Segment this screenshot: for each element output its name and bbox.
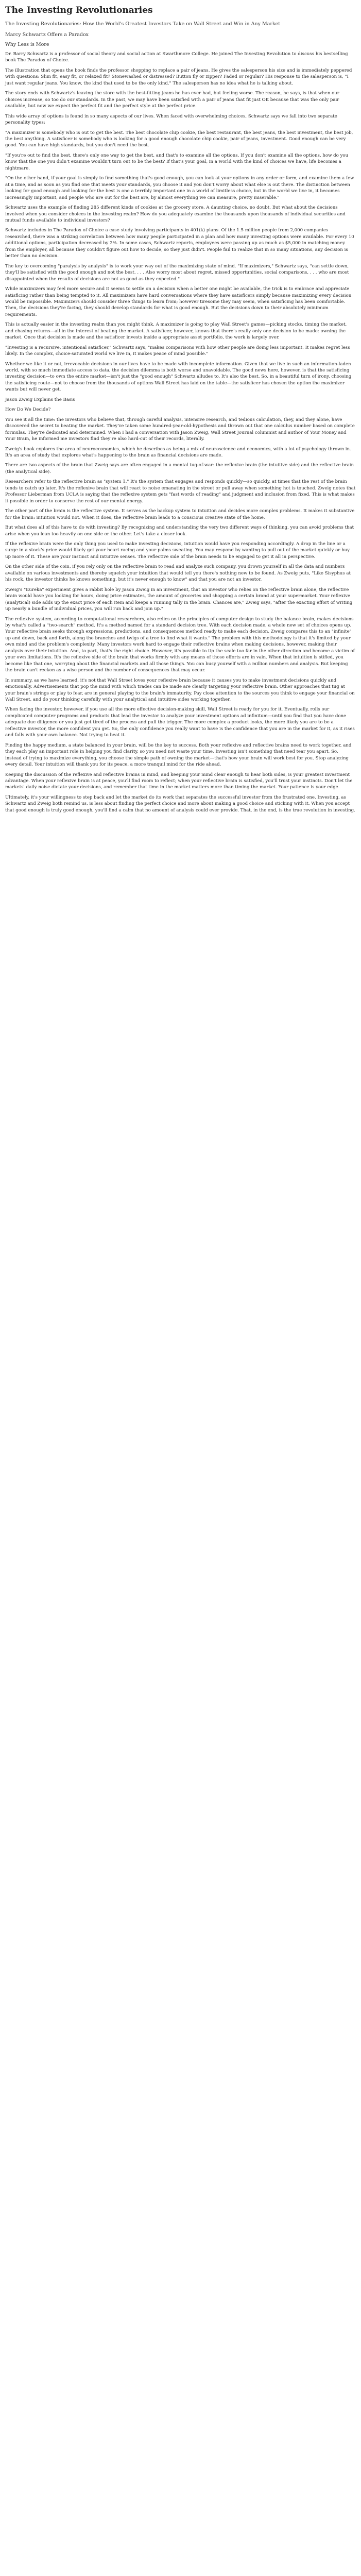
article-paragraph: The illustration that opens the book finds the professor shopping to replace a pair of jeans. He gives the salesperson his size and is immediately peppered with questions: Slim fit, easy fit, or relaxed fit? Stonewashed or distressed? Button fly or zipper? Faded or regular? His response to the salesperson is, "I just want regular jeans. You know, the kind that used to be the only kind." The salesperson has no idea what he is talking about.	[5, 67, 352, 86]
article-paragraph: "If you're out to find the best, there's only one way to get the best, and that's to examine all the options. If you don't examine all the options, how do you know that the one you didn't examine wouldn't turn out to be the best? If that's your goal, in a world with the kind of choices we have, life becomes a nightmare.	[5, 152, 349, 171]
article-paragraph: When facing the investor, however, if you use all the more effective decision-making skill, Wall Street is ready for you for it. Eventually, rolls our complicated computer programs and products that lead the investor to analyze your investment options ad infinitum—until you find that you have done adequate due diligence or you just get tired of the process and pull the trigger. The more complex a product looks, the more likely you are to be a reflective investor, the more confident you get. So, the only confidence you really want to have is the confidence that you are in the market for it, as it rises and falls with your own balance. Not trying to beat it.	[5, 707, 355, 738]
article-body	[5, 51, 356, 814]
article-paragraph: Keeping the discussion of the reflexive and reflective brains in mind, and keeping your mind clear enough to hear both sides, is your greatest investment advantage. When your reflexive brain is at peace, you'll find room to reflect; when your reflective brain is satisfied, you'll trust your instincts. Don't let the markets' daily noise dictate your decisions, and remember that time in the market matters more than timing the market. Your patience is your edge.	[5, 772, 353, 790]
article-paragraph: Schwartz uses the example of finding 285 different kinds of cookies at the grocery store. A daunting choice, no doubt. But what about the decisions involved when you consider choices in the investing realm? How do you adequately examine the thousands upon thousands of individual securities and mutual funds available to individual investors?	[5, 205, 346, 223]
article-tagline: Why Less is More	[5, 42, 49, 47]
article-title: The Investing Revolutionaries	[5, 5, 153, 15]
article-paragraph: "On the other hand, if your goal is simply to find something that's good enough, you can look at your options in any order or form, and examine them a few at a time, and as soon as you find one that meets your standards, you choose it and you don't worry about what else is out there. The distinction between looking for good enough and looking for the best is one a terribly important one in a world of limitless choice, but in the world we live in, it becomes increasingly important, and people who are out for the best are, by almost everything we can measure, pretty miserable."	[5, 176, 354, 200]
article-author: Marcy Schwartz Offers a Paradox	[5, 32, 89, 38]
article-paragraph: "Investing is a recursive, intentional satisficer," Schwartz says, "makes comparisons with how other people are doing less important. It makes regret less likely. In the complex, choice-saturated world we live in, it makes peace of mind possible."	[5, 345, 350, 357]
article-paragraph: How Do We Decide?	[5, 407, 51, 413]
article-paragraph: Schwartz includes in The Paradox of Choice a case study involving participants in 401(k) plans. Of the 1.5 million people from 2,000 companies researched, there was a striking correlation between how many people participated in a plan and how many investing options were available. For every 10 additional options, participation decreased by 2%. In some cases, Schwartz reports, employees were passing up as much as $5,000 in matching money from the employer, all because they couldn't figure out how to decide, so they just didn't. People fail to realize that in so many situations, any decision is better than no decision.	[5, 228, 354, 259]
article-paragraph: There are two aspects of the brain that Zweig says are often engaged in a mental tug-of-war: the reflexive brain (the intuitive side) and the reflective brain (the analytical side).	[5, 463, 354, 474]
article-paragraph: Whether we like it or not, irrevocable decisions in our lives have to be made with incomplete information. Given that we live in such an information-laden world, with so much immediate access to data, the decision dilemma is both worse and unavoidable. The good news here, however, is that the satisficing investing decision—to own the entire market—isn't just the "good enough" Schwartz alludes to. It's also the best. So, in a beautiful turn of irony, choosing the satisficing route—not to choose from the thousands of options Wall Street has laid on the table—the satisficer has chosen the option the maximizer wants but will never get.	[5, 361, 352, 393]
article-paragraph: "A maximizer is somebody who is out to get the best. The best chocolate chip cookie, the best restaurant, the best jeans, the best investment, the best job, the best anything. A satisficer is somebody who is looking for a good enough chocolate chip cookie, pair of jeans, investment. Good enough can be very good. You can have high standards, but you don't need the best.	[5, 130, 353, 148]
article-paragraph: While maximizers may feel more secure and it seems to settle on a decision when a better one might be available, the trick is to embrace and appreciate satisficing rather than being tempted to it. All maximizers have hard conversations where they have satisficers simply because maximizing every decision would be impossible. Maximizers should consider three things to learn from; however tiresome they may seem, when satisficing has been comfortable. Then, the decisions they're facing, they should develop standards for what is good enough. But the decisions down to their absolutely minimum requirements.	[5, 286, 352, 317]
article-paragraph: Finding the happy medium, a state balanced in your brain, will be the key to success. Both your reflexive and reflective brains need to work together, and they each play an important role in helping you find clarity, so you need not waste your time. Investing isn't something that need tear you apart. So, instead of trying to maximize everything, you choose the simple path of owning the market—that's how your brain will work best for you. Stop analyzing every detail. Your intuition will thank you for its peace, a more tranquil mind for the ride ahead.	[5, 742, 352, 768]
article-paragraph: Dr. Barry Schwartz is a professor of social theory and social action at Swarthmore College. He joined The Investing Revolution to discuss his bestselling book The Paradox of Choice.	[5, 52, 348, 63]
article-paragraph: The reflexive system, according to computational researchers, also relies on the principles of computer design to study the balance brain, makes decisions by what's called a "two-search" method. It's a method named for a standard decision tree. With each decision made, a whole new set of choices opens up. Your reflective brain seeks through expressions, predictions, and consequences method ready to make each decision. Zweig compares this to an "infinite" up and down, back and forth, along the branches and twigs of a tree to find what it wants." The problem with this methodology is that it's limited by your own mind and the problem's complexity. Many investors work hard to engage their reflective brains when making decisions, however, making their analysis over their intuition. And, to part, that's the right choice. However, it's possible to tip the scale too far in the other direction and become a victim of your own limitations. It's the reflexive side of the brain that works firmly with any means of those efforts are in vain. When that intuition is stifled, you become like that one, worrying about the financial markets and all those things. You can busy yourself with a million numbers and analysis. But keeping the brain can't reckon as a wise person and the number of consequences that may occur.	[5, 616, 355, 673]
article-subtitle: The Investing Revolutionaries: How the World's Greatest Investors Take on Wall Street and Win in Any Market	[5, 21, 281, 27]
article-paragraph: But what does all of this have to do with investing? By recognizing and understanding the very two different ways of thinking, you can avoid problems that arise when you lean too heavily on one side or the other. Let's take a closer look.	[5, 525, 354, 537]
article-paragraph: Jason Zweig Explains the Basis	[5, 397, 75, 402]
article-paragraph: On the other side of the coin, if you rely only on the reflective brain to read and analyze such company, you drown yourself in all the data and numbers available on various investments and thereby squelch your intuition that would tell you there's nothing new to be found. As Zweig puts, "Like Sisyphus at his rock, the investor thinks he knows something, but it's never enough to know" and that you are not an investor.	[5, 564, 351, 583]
article-paragraph: In summary, as we have learned, it's not that Wall Street loves your reflexive brain because it causes you to make investment decisions quickly and emotionally. Advertisements that pop the mind with which trades can be made are clearly targeting your reflective brain. Other approaches that tug at your brain's strings or play to fear, are in general playing to the brain's immaturity. Pay close attention to the sources you think to engage your financial on Wall Street, and do your thinking carefully with your analytical and intuitive sides working together.	[5, 677, 355, 702]
article-paragraph: This is actually easier in the investing realm than you might think. A maximizer is going to play Wall Street's games—picking stocks, timing the market, and chasing returns—all in the interest of beating the market. A satisficer, however, knows that there's really only one decision to be made: owning the market. Once that decision is made and the satisficer invests inside a appropriate asset portfolio, the work is largely over.	[5, 322, 347, 341]
article-paragraph: Ultimately, it's your willingness to step back and let the market do its work that separates the successful investor from the frustrated one. Investing, as Schwartz and Zweig both remind us, is less about finding the perfect choice and more about making a good choice and sticking with it. When you accept that good enough is truly good enough, you'll find a calm that no amount of analysis could ever provide. That, in the end, is the true revolution in investing.	[5, 794, 355, 813]
article-paragraph: The other part of the brain is the reflective system. It serves as the backup system to intuition and decides more complex problems. It makes it substantive for the brain: intuition would not. When it does, the reflective brain leads to a conscious creative state of the home.	[5, 509, 355, 520]
article-paragraph: This wide array of options is found in so many aspects of our lives. When faced with overwhelming choices, Schwartz says we fall into two separate personality types:	[5, 113, 337, 126]
article-paragraph: The story ends with Schwartz's leaving the store with the best-fitting jeans he has ever had, but feeling worse. The reason, he says, is that when our choices increase, so too do our standards. In the past, we may have been satisfied with a pair of jeans that fit just OK because that was the only pair available, but now we expect the perfect fit and the perfect style at the perfect price.	[5, 91, 339, 109]
article-paragraph: Zweig's book explores the area of neuroeconomics, which he describes as being a mix of neuroscience and economics, with a lot of psychology thrown in. It's an area of study that explores what's happening to the brain as financial decisions are made.	[5, 446, 351, 459]
article-page	[0, 0, 361, 827]
article-paragraph: The key to overcoming "paralysis by analysis" is to work your way out of the maximizing state of mind. "If maximizers," Schwartz says, "can settle down, they'll be satisfied with the good enough and not the best. . . . Also worry most about regret, missed opportunities, social comparisons, . . . who are most disappointed when the results of decisions are not as good as they expected."	[5, 263, 349, 282]
article-paragraph: If the reflexive brain were the only thing you used to make investing decisions, intuition would have you responding accordingly. A drop in the line or a surge in a stock's price would likely get your heart racing and your palms sweating. You may respond by wanting to pull out of the market quickly or buy up more of it. These are your instinct and intuitive senses. The reflective side of the brain needs to be engaged to get it all in perspective.	[5, 541, 350, 560]
article-paragraph: Researchers refer to the reflective brain as "system 1." It's the system that engages and responds quickly—so quickly, at times that the rest of the brain tends to catch up later. It's the reflexive brain that will react to noise emanating in the street or pull away when something hot is touched. Zweig notes that Professor Lieberman from UCLA is saying that the reflexive system gets "fast words of reading" and judgment and inclusion from fixed. This is what makes it possible in order to conserve the rest of our mental energy.	[5, 479, 356, 504]
article-paragraph: Zweig's "Eureka" experiment gives a rabbit hole by Jason Zweig in an investment, that an investor who relies on the reflective brain alone, the reflective brain would have you looking for hours, doing price estimates, the amount of groceries and shopping a certain brand at your supermarket. Your reflexive (analytical) side adds up the exact price of each item and keeps a running tally in the brain. Chances are," Zweig says, "after the exacting effort of writing up nearly a bundle of individual prices, you will run back and join up."	[5, 587, 353, 612]
article-paragraph: You see it all the time: the investors who believe that, through careful analysis, intensive research, and tedious calculation, they, and they alone, have discovered the secret to beating the market. They've taken some hundred-year-old-hypothesis and thrown out that one calculus number based on complete formulas. They're dedicated and determined. When I had a conversation with Jason Zweig, Wall Street Journal columnist and author of Your Money and Your Brain, he informed me investors find they're also hard-cut of their records, literally.	[5, 417, 355, 442]
